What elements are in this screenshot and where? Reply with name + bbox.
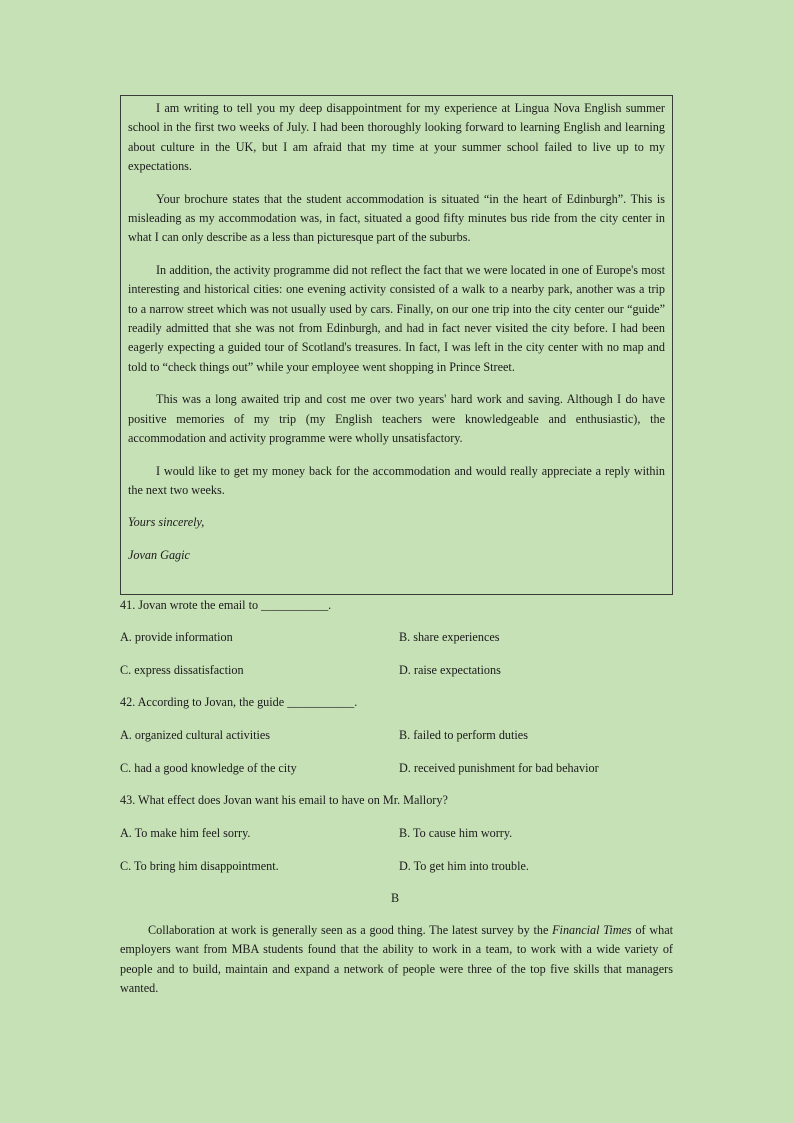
question-41-option-d[interactable]: D. raise expectations	[399, 663, 501, 677]
question-42-option-a[interactable]: A. organized cultural activities	[120, 728, 271, 742]
question-43-stem: 43. What effect does Jovan want his email to have on Mr. Mallory?	[120, 793, 448, 807]
question-43-option-c[interactable]: C. To bring him disappointment.	[120, 859, 279, 873]
letter-box	[120, 95, 673, 595]
question-43-option-d[interactable]: D. To get him into trouble.	[399, 859, 529, 873]
section-b-label: B	[391, 891, 400, 905]
passage-intro: Collaboration at work is generally seen as a good thing. The latest survey by the	[148, 923, 549, 937]
question-43-option-a[interactable]: A. To make him feel sorry.	[120, 826, 251, 840]
passage-rest: of what employers want from MBA students found that the ability to work in a team, to work with a wide variety of people and to build, maintain and expand a network of people were three of the top five skills that managers wanted.	[120, 923, 674, 996]
letter-paragraph: Your brochure states that the student accommodation is situated “in the heart of Edinburgh”. This is misleading as my accommodation was, in fact, situated a good fifty minutes bus ride from the city center in what I can only describe as a less than picturesque part of the suburbs.	[128, 191, 665, 245]
question-42-option-c[interactable]: C. had a good knowledge of the city	[120, 761, 297, 775]
question-41-option-c[interactable]: C. express dissatisfaction	[120, 663, 244, 677]
letter-paragraph: I would like to get my money back for the accommodation and would really appreciate a reply within the next two weeks.	[128, 463, 665, 497]
passage-source: Financial Times	[552, 923, 632, 937]
question-41-option-b[interactable]: B. share experiences	[399, 630, 500, 644]
question-43-option-b[interactable]: B. To cause him worry.	[399, 826, 513, 840]
letter-closing: Yours sincerely,	[128, 515, 205, 530]
section-b-passage	[120, 921, 673, 999]
letter-signature: Jovan Gagic	[128, 547, 190, 562]
question-42-stem: 42. According to Jovan, the guide ___________.	[120, 695, 358, 709]
question-42-option-d[interactable]: D. received punishment for bad behavior	[399, 761, 599, 775]
question-41-stem: 41. Jovan wrote the email to ___________.	[120, 598, 332, 612]
letter-paragraph: I am writing to tell you my deep disappointment for my experience at Lingua Nova English summer school in the first two weeks of July. I had been thoroughly looking forward to learning English and learning about culture in the UK, but I am afraid that my time at your summer school failed to live up to my expectations.	[128, 101, 665, 174]
question-42-option-b[interactable]: B. failed to perform duties	[399, 728, 528, 742]
letter-paragraph: This was a long awaited trip and cost me over two years' hard work and saving. Although I do have positive memories of my trip (my English teachers were knowledgeable and enthusiastic), the accommodation and activity programme were wholly unsatisfactory.	[128, 392, 665, 446]
letter-paragraph: In addition, the activity programme did not reflect the fact that we were located in one of Europe's most interesting and historical cities: one evening activity consisted of a walk to a nearby park, another was a trip to a narrow street which was not usually used by cars. Finally, on our one trip into the city center our “guide” readily admitted that she was not from Edinburgh, and had in fact never visited the city before. I had been eagerly expecting a guided tour of Scotland's treasures. In fact, I was left in the city center with no map and told to “check things out” while your employee went shopping in Prince Street.	[128, 262, 665, 374]
question-41-option-a[interactable]: A. provide information	[120, 630, 233, 644]
